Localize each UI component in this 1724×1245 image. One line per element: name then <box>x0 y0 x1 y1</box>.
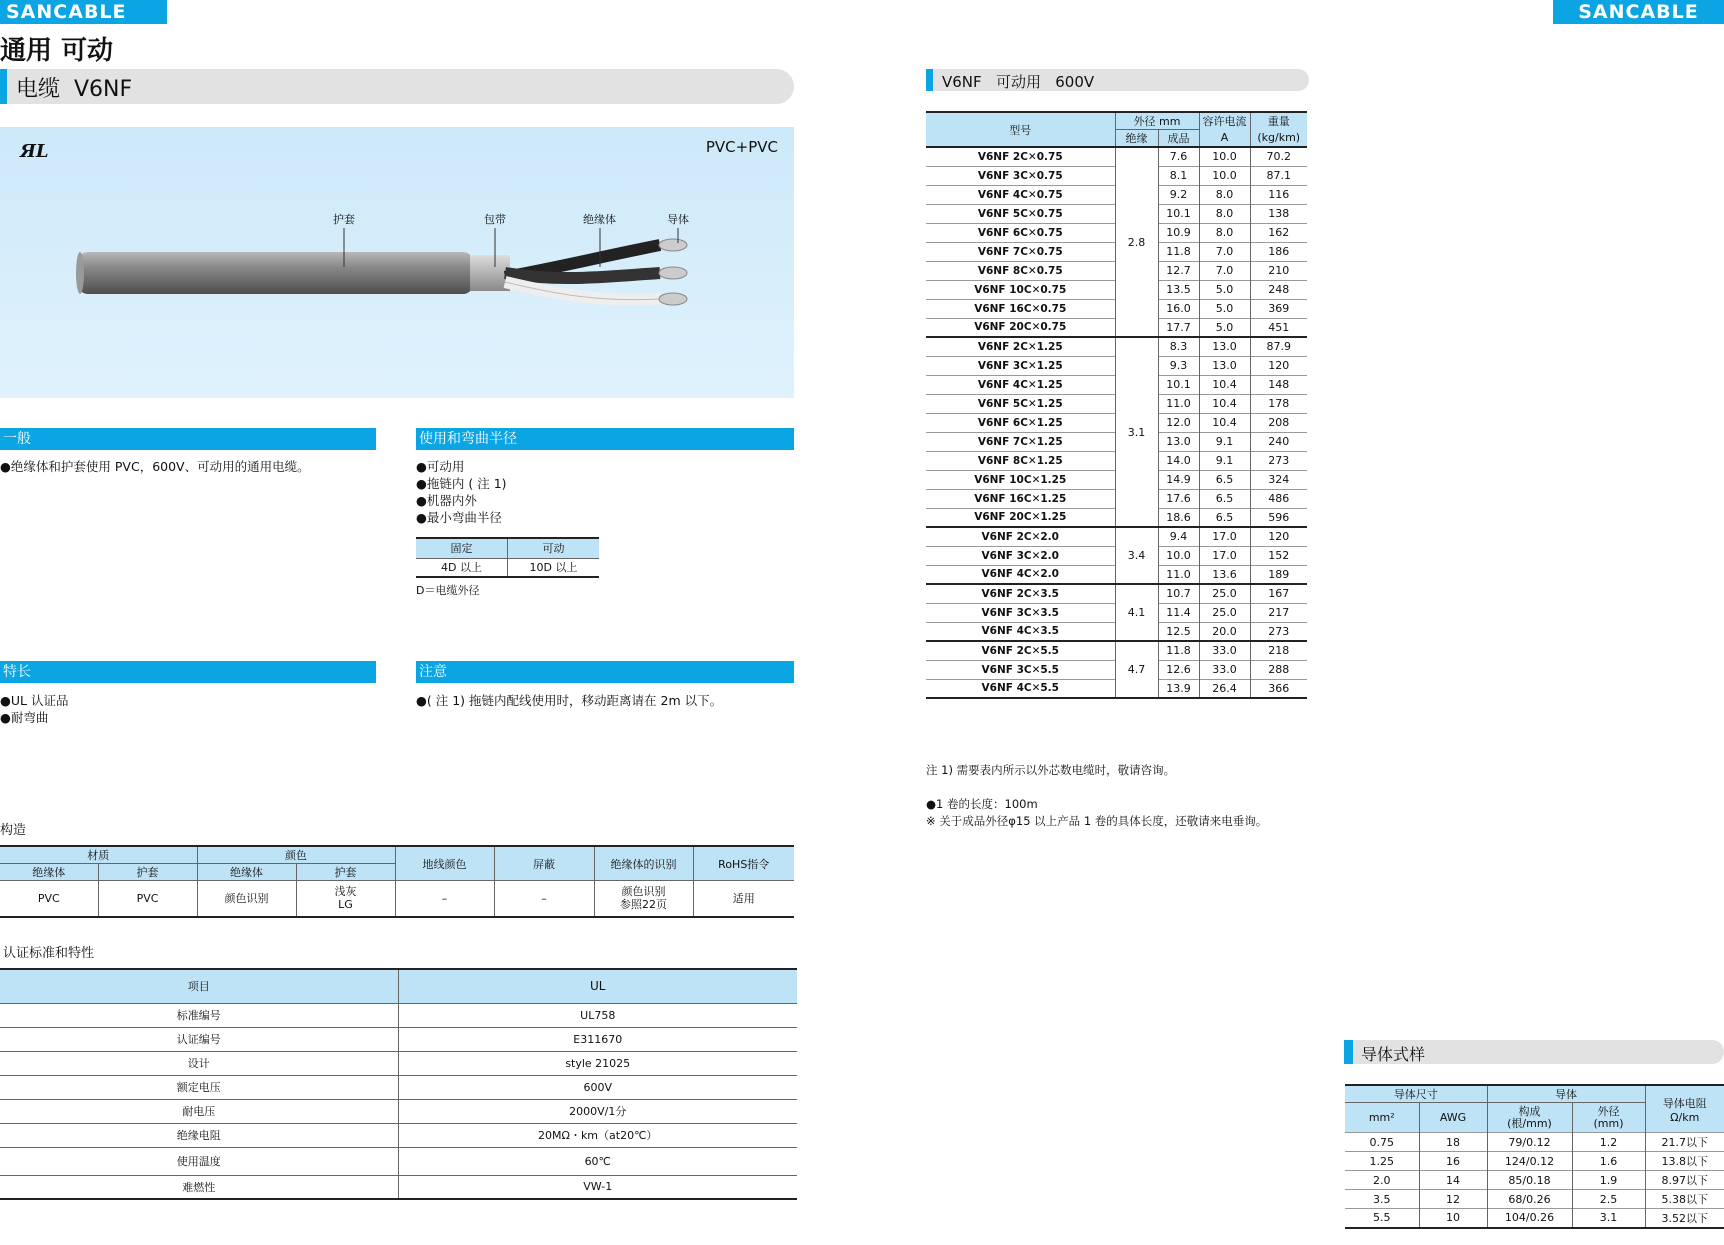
spec-current: 13.0 <box>1199 356 1250 375</box>
construction-header-shield: 屏蔽 <box>494 846 594 881</box>
spec-weight: 70.2 <box>1250 147 1307 166</box>
cert-value: E311670 <box>398 1027 797 1051</box>
cond-od: 3.1 <box>1572 1209 1645 1228</box>
construction-header-material: 材质 <box>0 846 197 864</box>
material-label: PVC+PVC <box>705 138 778 156</box>
spec-header-od: 外径 mm <box>1115 112 1199 130</box>
spec-current: 10.0 <box>1199 147 1250 166</box>
general-line-1: ●绝缘体和护套使用 PVC，600V、可动用的通用电缆。 <box>0 459 310 474</box>
spec-insulation: 3.4 <box>1115 527 1158 584</box>
spec-current: 5.0 <box>1199 280 1250 299</box>
spec-weight: 451 <box>1250 318 1307 337</box>
cond-header-awg: AWG <box>1419 1103 1487 1133</box>
cond-od: 1.6 <box>1572 1152 1645 1171</box>
spec-title: V6NF 可动用 600V <box>942 73 1095 91</box>
spec-model: V6NF 4C✕1.25 <box>926 375 1115 394</box>
spec-model: V6NF 20C✕1.25 <box>926 508 1115 527</box>
ul-mark-icon: ЯL <box>20 141 49 162</box>
section-usage-header: 使用和弯曲半径 <box>416 428 794 450</box>
section-caution-header: 注意 <box>416 661 794 683</box>
cond-header-conductor: 导体 <box>1487 1085 1645 1103</box>
cert-header-ul: UL <box>590 979 606 994</box>
construction-sub-ins: 绝缘体 <box>0 864 98 881</box>
spec-od: 7.6 <box>1158 147 1199 166</box>
cond-res: 3.52以下 <box>1645 1209 1724 1228</box>
cond-res: 8.97以下 <box>1645 1171 1724 1190</box>
cond-mm2: 2.0 <box>1345 1171 1419 1190</box>
spec-header-fin: 成品 <box>1158 130 1199 148</box>
spec-model: V6NF 6C✕1.25 <box>926 413 1115 432</box>
construction-value-2: 颜色识别 <box>197 881 296 917</box>
spec-current: 9.1 <box>1199 432 1250 451</box>
cond-row <box>1345 1171 1724 1190</box>
construction-value-4: – <box>395 881 494 917</box>
cond-row <box>1345 1190 1724 1209</box>
usage-line-4: ●最小弯曲半径 <box>416 510 502 525</box>
spec-model: V6NF 4C✕5.5 <box>926 679 1115 698</box>
features-line-1: ●UL 认证品 <box>0 693 69 708</box>
spec-weight: 116 <box>1250 185 1307 204</box>
construction-value-6: 颜色识别 参照22页 <box>594 881 693 917</box>
spec-weight: 596 <box>1250 508 1307 527</box>
spec-current: 7.0 <box>1199 242 1250 261</box>
cable-title: 电缆 V6NF <box>16 77 133 102</box>
spec-insulation: 2.8 <box>1115 147 1158 337</box>
spec-current: 26.4 <box>1199 679 1250 698</box>
spec-current: 33.0 <box>1199 660 1250 679</box>
spec-weight: 273 <box>1250 451 1307 470</box>
cert-value: style 21025 <box>398 1051 797 1075</box>
spec-od: 17.7 <box>1158 318 1199 337</box>
usage-line-1: ●可动用 <box>416 459 465 474</box>
spec-od: 13.5 <box>1158 280 1199 299</box>
certification-title: 认证标准和特性 <box>3 946 95 961</box>
cert-header-item: 项目 <box>0 969 398 1003</box>
bend-value-moving: 10D 以上 <box>529 561 578 575</box>
spec-od: 12.6 <box>1158 660 1199 679</box>
spec-row <box>926 584 1307 603</box>
construction-sub-sheath-color: 护套 <box>296 864 395 881</box>
spec-weight: 273 <box>1250 622 1307 641</box>
spec-current: 13.6 <box>1199 565 1250 584</box>
spec-current: 7.0 <box>1199 261 1250 280</box>
spec-model: V6NF 8C✕0.75 <box>926 261 1115 280</box>
construction-value-1: PVC <box>98 881 197 917</box>
caution-line-1: ●( 注 1) 拖链内配线使用时，移动距离请在 2m 以下。 <box>416 693 723 708</box>
label-conductor: 导体 <box>667 213 689 226</box>
spec-weight: 87.9 <box>1250 337 1307 356</box>
spec-current: 6.5 <box>1199 508 1250 527</box>
cert-item: 额定电压 <box>0 1075 398 1099</box>
spec-current: 8.0 <box>1199 223 1250 242</box>
cert-row <box>0 1175 797 1199</box>
spec-current: 25.0 <box>1199 584 1250 603</box>
spec-model: V6NF 16C✕0.75 <box>926 299 1115 318</box>
spec-od: 10.1 <box>1158 204 1199 223</box>
spec-od: 10.1 <box>1158 375 1199 394</box>
cond-res: 21.7以下 <box>1645 1133 1724 1152</box>
bend-header-moving: 可动 <box>508 538 600 558</box>
cond-comp: 124/0.12 <box>1487 1152 1572 1171</box>
construction-header-color: 颜色 <box>197 846 395 864</box>
spec-model: V6NF 2C✕1.25 <box>926 337 1115 356</box>
spec-weight: 120 <box>1250 527 1307 546</box>
spec-weight: 186 <box>1250 242 1307 261</box>
cert-item: 难燃性 <box>0 1175 398 1199</box>
cond-header-od-label: 外径 <box>1597 1104 1620 1118</box>
spec-od: 10.0 <box>1158 546 1199 565</box>
cond-od: 1.9 <box>1572 1171 1645 1190</box>
spec-od: 16.0 <box>1158 299 1199 318</box>
bend-note: D＝电缆外径 <box>416 584 480 597</box>
spec-model: V6NF 4C✕3.5 <box>926 622 1115 641</box>
spec-header-weight-unit: (kg/km) <box>1257 131 1301 145</box>
spec-current: 17.0 <box>1199 546 1250 565</box>
construction-value-5: – <box>494 881 594 917</box>
cert-value: VW-1 <box>398 1175 797 1199</box>
spec-od: 14.9 <box>1158 470 1199 489</box>
label-insulation: 绝缘体 <box>583 213 616 226</box>
spec-weight: 217 <box>1250 603 1307 622</box>
construction-value-0: PVC <box>0 881 98 917</box>
cert-row <box>0 1051 797 1075</box>
cert-row <box>0 1123 797 1147</box>
cond-header-od-unit: (mm) <box>1593 1116 1624 1130</box>
cert-value: 2000V/1分 <box>398 1099 797 1123</box>
spec-model: V6NF 7C✕0.75 <box>926 242 1115 261</box>
cert-value: UL758 <box>398 1003 797 1027</box>
usage-line-2: ●拖链内 ( 注 1) <box>416 476 507 491</box>
spec-current: 17.0 <box>1199 527 1250 546</box>
spec-header-current-unit: A <box>1199 130 1250 148</box>
cert-item: 标准编号 <box>0 1003 398 1027</box>
spec-current: 25.0 <box>1199 603 1250 622</box>
cond-mm2: 3.5 <box>1345 1190 1419 1209</box>
cond-mm2: 0.75 <box>1345 1133 1419 1152</box>
spec-weight: 148 <box>1250 375 1307 394</box>
label-tape: 包带 <box>484 213 506 226</box>
spec-row <box>926 527 1307 546</box>
spec-model: V6NF 3C✕0.75 <box>926 166 1115 185</box>
spec-od: 8.1 <box>1158 166 1199 185</box>
construction-title: 构造 <box>0 823 27 838</box>
cert-row <box>0 1003 797 1027</box>
conductor-table <box>1345 1084 1724 1229</box>
spec-row <box>926 147 1307 166</box>
spec-current: 10.4 <box>1199 413 1250 432</box>
spec-od: 9.2 <box>1158 185 1199 204</box>
spec-model: V6NF 3C✕3.5 <box>926 603 1115 622</box>
cond-mm2: 5.5 <box>1345 1209 1419 1228</box>
usage-line-3: ●机器内外 <box>416 493 477 508</box>
cond-comp: 68/0.26 <box>1487 1190 1572 1209</box>
spec-insulation: 4.7 <box>1115 641 1158 698</box>
spec-current: 10.0 <box>1199 166 1250 185</box>
spec-row <box>926 641 1307 660</box>
spec-weight: 138 <box>1250 204 1307 223</box>
cert-item: 绝缘电阻 <box>0 1123 398 1147</box>
cable-illustration <box>0 127 794 398</box>
construction-value-7: 适用 <box>693 881 794 917</box>
spec-model: V6NF 3C✕2.0 <box>926 546 1115 565</box>
spec-weight: 486 <box>1250 489 1307 508</box>
spec-model: V6NF 2C✕5.5 <box>926 641 1115 660</box>
cond-header-res-unit: Ω/km <box>1670 1110 1700 1124</box>
spec-weight: 208 <box>1250 413 1307 432</box>
spec-weight: 178 <box>1250 394 1307 413</box>
spec-current: 10.4 <box>1199 394 1250 413</box>
spec-od: 9.3 <box>1158 356 1199 375</box>
cond-row <box>1345 1152 1724 1171</box>
spec-model: V6NF 10C✕0.75 <box>926 280 1115 299</box>
spec-table <box>926 111 1307 699</box>
cond-mm2: 1.25 <box>1345 1152 1419 1171</box>
brand-logo-left: SANCABLE <box>0 0 167 24</box>
spec-note-2: ●1 卷的长度：100m <box>926 797 1038 811</box>
spec-weight: 152 <box>1250 546 1307 565</box>
cert-value: 600V <box>398 1075 797 1099</box>
spec-weight: 189 <box>1250 565 1307 584</box>
section-features-header: 特长 <box>0 661 376 683</box>
construction-header-ground: 地线颜色 <box>395 846 494 881</box>
spec-od: 10.7 <box>1158 584 1199 603</box>
spec-od: 8.3 <box>1158 337 1199 356</box>
cond-od: 2.5 <box>1572 1190 1645 1209</box>
spec-od: 11.8 <box>1158 242 1199 261</box>
spec-current: 9.1 <box>1199 451 1250 470</box>
spec-od: 17.6 <box>1158 489 1199 508</box>
cert-item: 耐电压 <box>0 1099 398 1123</box>
spec-model: V6NF 8C✕1.25 <box>926 451 1115 470</box>
spec-model: V6NF 20C✕0.75 <box>926 318 1115 337</box>
spec-header-weight: 重量 <box>1267 115 1290 129</box>
spec-od: 11.0 <box>1158 565 1199 584</box>
spec-current: 6.5 <box>1199 470 1250 489</box>
cond-res: 13.8以下 <box>1645 1152 1724 1171</box>
cond-awg: 18 <box>1419 1133 1487 1152</box>
construction-sub-ins-color: 绝缘体 <box>197 864 296 881</box>
spec-od: 13.9 <box>1158 679 1199 698</box>
spec-model: V6NF 4C✕0.75 <box>926 185 1115 204</box>
spec-model: V6NF 5C✕0.75 <box>926 204 1115 223</box>
cond-header-comp-label: 构成 <box>1518 1104 1541 1118</box>
spec-weight: 162 <box>1250 223 1307 242</box>
page-title: 通用 可动 <box>0 36 114 66</box>
cert-row <box>0 1075 797 1099</box>
spec-od: 11.0 <box>1158 394 1199 413</box>
cond-awg: 14 <box>1419 1171 1487 1190</box>
spec-model: V6NF 7C✕1.25 <box>926 432 1115 451</box>
cond-header-od <box>1572 1103 1645 1133</box>
spec-insulation: 4.1 <box>1115 584 1158 641</box>
cond-od: 1.2 <box>1572 1133 1645 1152</box>
spec-weight: 167 <box>1250 584 1307 603</box>
cond-row <box>1345 1209 1724 1228</box>
spec-current: 5.0 <box>1199 318 1250 337</box>
conductor-title-bar <box>1344 1040 1724 1064</box>
spec-weight: 120 <box>1250 356 1307 375</box>
spec-model: V6NF 2C✕0.75 <box>926 147 1115 166</box>
spec-weight: 218 <box>1250 641 1307 660</box>
cond-awg: 10 <box>1419 1209 1487 1228</box>
brand-logo-right: SANCABLE <box>1553 0 1724 24</box>
spec-od: 11.8 <box>1158 641 1199 660</box>
cert-item: 使用温度 <box>0 1147 398 1175</box>
spec-model: V6NF 6C✕0.75 <box>926 223 1115 242</box>
spec-weight: 248 <box>1250 280 1307 299</box>
spec-model: V6NF 3C✕5.5 <box>926 660 1115 679</box>
section-general-header: 一般 <box>0 428 376 450</box>
cond-comp: 85/0.18 <box>1487 1171 1572 1190</box>
spec-model: V6NF 5C✕1.25 <box>926 394 1115 413</box>
spec-current: 13.0 <box>1199 337 1250 356</box>
cond-header-resistance <box>1645 1085 1724 1133</box>
construction-table <box>0 845 794 918</box>
cond-header-comp <box>1487 1103 1572 1133</box>
spec-od: 9.4 <box>1158 527 1199 546</box>
spec-note-1: 注 1) 需要表内所示以外芯数电缆时，敬请咨询。 <box>926 763 1176 777</box>
bend-radius-table <box>416 537 599 578</box>
cable-title-bar <box>0 69 794 104</box>
cert-item: 认证编号 <box>0 1027 398 1051</box>
spec-weight: 324 <box>1250 470 1307 489</box>
spec-model: V6NF 4C✕2.0 <box>926 565 1115 584</box>
spec-current: 5.0 <box>1199 299 1250 318</box>
construction-sub-sheath: 护套 <box>98 864 197 881</box>
cert-value: 20MΩ・km（at20℃） <box>398 1123 797 1147</box>
spec-weight: 366 <box>1250 679 1307 698</box>
cert-row <box>0 1099 797 1123</box>
spec-model: V6NF 3C✕1.25 <box>926 356 1115 375</box>
cert-row <box>0 1027 797 1051</box>
bend-value-fixed: 4D 以上 <box>416 558 508 577</box>
spec-current: 10.4 <box>1199 375 1250 394</box>
cert-item: 设计 <box>0 1051 398 1075</box>
cert-row <box>0 1147 797 1175</box>
certification-table <box>0 968 797 1200</box>
spec-current: 6.5 <box>1199 489 1250 508</box>
cond-res: 5.38以下 <box>1645 1190 1724 1209</box>
label-sheath: 护套 <box>333 213 355 226</box>
construction-header-rohs: RoHS指令 <box>718 857 770 871</box>
conductor-title: 导体式样 <box>1361 1045 1426 1064</box>
spec-title-bar <box>926 69 1309 91</box>
spec-header-current: 容许电流 <box>1199 112 1250 130</box>
spec-od: 12.5 <box>1158 622 1199 641</box>
cond-header-mm2: mm² <box>1345 1103 1419 1133</box>
spec-current: 8.0 <box>1199 204 1250 223</box>
spec-weight: 210 <box>1250 261 1307 280</box>
cond-header-size: 导体尺寸 <box>1345 1085 1487 1103</box>
spec-od: 14.0 <box>1158 451 1199 470</box>
cert-value: 60℃ <box>398 1147 797 1175</box>
spec-header-model: 型号 <box>926 112 1115 147</box>
cond-row <box>1345 1133 1724 1152</box>
spec-od: 13.0 <box>1158 432 1199 451</box>
spec-weight: 369 <box>1250 299 1307 318</box>
construction-value-3: 浅灰 LG <box>296 881 395 917</box>
spec-note-3: ※ 关于成品外径φ15 以上产品 1 卷的具体长度，还敬请来电垂询。 <box>926 814 1268 828</box>
cond-awg: 12 <box>1419 1190 1487 1209</box>
spec-model: V6NF 10C✕1.25 <box>926 470 1115 489</box>
spec-model: V6NF 2C✕2.0 <box>926 527 1115 546</box>
spec-current: 33.0 <box>1199 641 1250 660</box>
spec-od: 11.4 <box>1158 603 1199 622</box>
spec-current: 8.0 <box>1199 185 1250 204</box>
spec-row <box>926 337 1307 356</box>
cond-comp: 104/0.26 <box>1487 1209 1572 1228</box>
spec-weight: 288 <box>1250 660 1307 679</box>
spec-od: 12.7 <box>1158 261 1199 280</box>
cond-awg: 16 <box>1419 1152 1487 1171</box>
bend-header-fixed: 固定 <box>416 538 508 558</box>
cond-comp: 79/0.12 <box>1487 1133 1572 1152</box>
spec-insulation: 3.1 <box>1115 337 1158 527</box>
spec-od: 12.0 <box>1158 413 1199 432</box>
construction-header-ident: 绝缘体的识别 <box>594 846 693 881</box>
spec-od: 10.9 <box>1158 223 1199 242</box>
spec-model: V6NF 2C✕3.5 <box>926 584 1115 603</box>
spec-header-ins: 绝缘 <box>1115 130 1158 148</box>
spec-current: 20.0 <box>1199 622 1250 641</box>
cable-figure <box>0 127 794 398</box>
spec-weight: 87.1 <box>1250 166 1307 185</box>
features-line-2: ●耐弯曲 <box>0 710 49 725</box>
cond-header-res-label: 导体电阻 <box>1662 1096 1707 1110</box>
spec-od: 18.6 <box>1158 508 1199 527</box>
cond-header-comp-unit: (根/mm) <box>1507 1116 1552 1130</box>
spec-model: V6NF 16C✕1.25 <box>926 489 1115 508</box>
spec-weight: 240 <box>1250 432 1307 451</box>
